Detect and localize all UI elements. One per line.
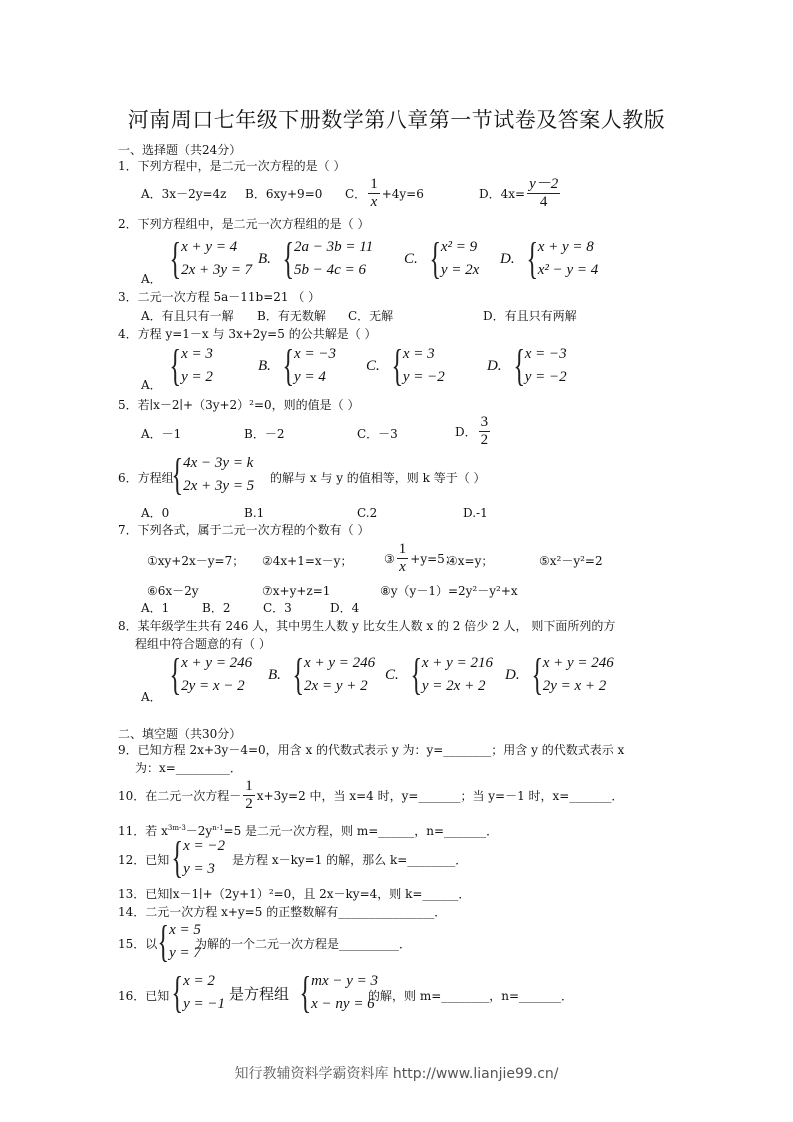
q1-d-fraction xyxy=(527,176,560,211)
q4-option-a-label: A． xyxy=(141,378,162,392)
equation: 2x = y + 2 xyxy=(304,678,368,694)
q11-exponent-x: 3m-3 xyxy=(167,824,186,832)
q7-item-5: ⑤x²－y²=2 xyxy=(539,554,603,568)
equation: x + y = 246 xyxy=(304,655,376,671)
equation: x + y = 216 xyxy=(421,655,493,671)
item-marker: ③ xyxy=(384,551,395,566)
equation: x − ny = 6 xyxy=(311,996,375,1012)
equation: x = 5 xyxy=(169,922,201,938)
q16-system-solution xyxy=(162,970,225,1016)
equation: x² − y = 4 xyxy=(537,262,599,278)
fraction-denominator: 4 xyxy=(539,194,548,210)
q1-c-tail: +4y=6 xyxy=(381,186,424,201)
q15-system xyxy=(148,919,201,965)
option-label: D. xyxy=(500,250,515,267)
option-label: B. xyxy=(258,357,271,374)
equation: 4x − 3y = k xyxy=(183,455,254,471)
equation: x = 3 xyxy=(402,346,435,362)
equation: y = −1 xyxy=(183,996,226,1012)
equation: x + y = 246 xyxy=(542,655,614,671)
q7-option-c: C．3 xyxy=(263,601,292,615)
q3-option-a: A．有且只有一解 xyxy=(141,309,234,323)
q16-suffix: 的解，则 m=________，n=_______． xyxy=(368,989,574,1003)
q1-option-c xyxy=(345,176,424,211)
fraction-denominator: 2 xyxy=(480,432,489,448)
equation: y = −2 xyxy=(524,369,567,385)
equation: y = 2x xyxy=(440,262,480,278)
brace-icon: { xyxy=(299,968,312,1017)
q7-item3-fraction xyxy=(397,541,409,576)
section-heading-choice: 一、选择题（共24分） xyxy=(118,143,242,157)
equation: 5b − 4c = 6 xyxy=(294,262,366,278)
q7-item-4: ④x=y； xyxy=(447,554,494,568)
equation: y = 2x + 2 xyxy=(421,678,486,694)
option-label: C. xyxy=(366,357,380,374)
q6-suffix: 的解与 x 与 y 的值相等，则 k 等于（ ） xyxy=(270,471,486,485)
q6-option-d: D.-1 xyxy=(463,506,488,520)
q15-prefix: 15．以 xyxy=(118,937,158,951)
q5-option-d xyxy=(455,414,492,449)
brace-icon: { xyxy=(157,917,170,966)
option-label: C. xyxy=(404,250,418,267)
option-label: D. xyxy=(505,666,520,683)
brace-icon: { xyxy=(171,968,184,1017)
q2-option-a-label: A． xyxy=(141,272,162,286)
q2-option-d-system xyxy=(500,236,598,282)
q7-item-8: ⑧y（y－1）=2y²－y²+x xyxy=(380,584,518,598)
brace-icon: { xyxy=(169,341,182,390)
q3-option-c: C．无解 xyxy=(348,309,394,323)
q5-option-b: B．－2 xyxy=(244,427,285,441)
equation: x = −3 xyxy=(294,346,336,362)
brace-icon: { xyxy=(169,234,182,283)
q6-option-b: B.1 xyxy=(244,506,265,520)
q5-d-fraction xyxy=(479,414,491,449)
q8-stem-line2: 程组中符合题意的有（ ） xyxy=(135,637,271,651)
equation: y = 3 xyxy=(183,861,215,877)
q11-text: －2y xyxy=(185,824,213,838)
option-label: D. xyxy=(487,357,502,374)
q10-fraction xyxy=(243,778,255,813)
q2-option-a-system xyxy=(160,236,252,282)
q1-option-d xyxy=(479,176,562,211)
q2-stem: 2．下列方程组中，是二元一次方程组的是（ ） xyxy=(118,217,370,231)
fraction-denominator: x xyxy=(399,559,406,575)
equation: x = 3 xyxy=(181,346,213,362)
q1-d-label: D．4x= xyxy=(479,186,526,201)
q11-text: =5 是二元一次方程，则 m=______，n=_______． xyxy=(223,824,499,838)
q6-prefix: 6．方程组 xyxy=(118,471,174,485)
q7-item-6: ⑥6x－2y xyxy=(147,584,199,598)
q4-stem: 4．方程 y=1－x 与 3x+2y=5 的公共解是（ ） xyxy=(118,327,377,341)
q12-suffix: 是方程 x－ky=1 的解，那么 k=________． xyxy=(232,853,468,867)
q1-c-fraction xyxy=(368,176,380,211)
brace-icon: { xyxy=(282,341,295,390)
q1-c-label: C． xyxy=(345,186,367,201)
q11-text: 11．若 x xyxy=(118,824,168,838)
q7-option-a: A．1 xyxy=(141,601,170,615)
section-heading-fill: 二、填空题（共30分） xyxy=(118,727,242,741)
q11-exponent-y: n-1 xyxy=(212,824,224,832)
brace-icon: { xyxy=(429,234,441,283)
q16-prefix: 16．已知 xyxy=(118,989,170,1003)
q1-option-a: A．3x－2y=4z xyxy=(141,187,227,201)
brace-icon: { xyxy=(531,650,543,699)
q13: 13．已知∣x－1∣+（2y+1）²=0，且 2x－ky=4，则 k=______． xyxy=(118,887,471,901)
q5-stem: 5．若∣x－2∣+（3y+2）²=0，则的值是（ ） xyxy=(118,398,360,412)
q6-option-a: A．0 xyxy=(141,506,170,520)
brace-icon: { xyxy=(410,650,422,699)
q7-option-b: B．2 xyxy=(202,601,231,615)
item-tail: +y=5； xyxy=(410,551,457,566)
equation: x = −2 xyxy=(183,838,226,854)
fraction-numerator: y－2 xyxy=(529,176,559,192)
q6-system xyxy=(162,452,254,498)
q15-suffix: 为解的一个二元一次方程是__________． xyxy=(195,937,412,951)
q16-system-equations xyxy=(290,970,378,1016)
brace-icon: { xyxy=(171,450,184,499)
equation: x = −3 xyxy=(524,346,567,362)
brace-icon: { xyxy=(513,341,525,390)
q3-stem: 3．二元一次方程 5a－11b=21 （ ） xyxy=(118,290,321,304)
q3-option-b: B．有无数解 xyxy=(257,309,326,323)
equation: x + y = 8 xyxy=(537,239,594,255)
brace-icon: { xyxy=(171,833,184,882)
q8-option-a-label: A． xyxy=(141,690,162,704)
q10 xyxy=(118,778,623,813)
brace-icon: { xyxy=(169,650,182,699)
fraction-numerator: 1 xyxy=(398,541,407,557)
equation: x = 2 xyxy=(183,973,215,989)
equation: y = 7 xyxy=(169,945,201,961)
option-label: C. xyxy=(385,666,399,683)
equation: mx − y = 3 xyxy=(311,973,379,989)
q4-option-c-system xyxy=(366,343,445,389)
equation: x² = 9 xyxy=(440,239,478,255)
q7-stem: 7．下列各式，属于二元一次方程的个数有（ ） xyxy=(118,523,370,537)
q10-prefix: 10．在二元一次方程－ xyxy=(118,788,242,803)
fraction-denominator: 2 xyxy=(245,796,253,812)
equation: y = −2 xyxy=(402,369,445,385)
q7-item-3 xyxy=(384,541,457,576)
q10-suffix: x+3y=2 中，当 x=4 时，y=_______；当 y=－1 时，x=_______． xyxy=(256,788,624,803)
q4-option-d-system xyxy=(487,343,567,389)
fraction-numerator: 1 xyxy=(370,176,378,192)
equation: 2x + 3y = 7 xyxy=(181,262,253,278)
q1-stem: 1．下列方程中，是二元一次方程的是（ ） xyxy=(118,159,346,173)
q8-option-d-system xyxy=(505,652,614,698)
equation: y = 2 xyxy=(181,369,213,385)
q2-option-b-system xyxy=(258,236,373,282)
q9-line2: 为：x=_________． xyxy=(135,761,242,775)
equation: x + y = 246 xyxy=(181,655,253,671)
q8-option-b-system xyxy=(268,652,375,698)
q9-line1: 9．已知方程 2x+3y－4=0，用含 x 的代数式表示 y 为：y=________；用含 y 的代数式表示 x xyxy=(118,743,625,757)
q1-option-b: B．6xy+9=0 xyxy=(245,187,323,201)
q12-prefix: 12．已知 xyxy=(118,853,170,867)
q6-option-c: C.2 xyxy=(357,506,378,520)
fraction-denominator: x xyxy=(370,194,378,210)
q2-option-c-system xyxy=(404,236,479,282)
q3-option-d: D．有且只有两解 xyxy=(483,309,577,323)
q7-item-1: ①xy+2x－y=7； xyxy=(147,554,245,568)
option-label: B. xyxy=(258,250,271,267)
q14: 14．二元一次方程 x+y=5 的正整数解有________________． xyxy=(118,905,447,919)
equation: 2y = x − 2 xyxy=(181,678,245,694)
brace-icon: { xyxy=(292,650,305,699)
q8-stem-line1: 8．某年级学生共有 246 人，其中男生人数 y 比女生人数 x 的 2 倍少 2 人， 则下面所列的方 xyxy=(118,619,616,633)
equation: 2a − 3b = 11 xyxy=(294,239,374,255)
fraction-numerator: 3 xyxy=(480,414,489,430)
equation: x + y = 4 xyxy=(181,239,238,255)
brace-icon: { xyxy=(391,341,403,390)
q12-system xyxy=(162,835,225,881)
q7-option-d: D．4 xyxy=(330,601,360,615)
option-label: B. xyxy=(268,666,281,683)
equation: 2x + 3y = 5 xyxy=(183,478,255,494)
q8-option-a-system xyxy=(160,652,252,698)
brace-icon: { xyxy=(526,234,538,283)
brace-icon: { xyxy=(282,234,295,283)
q4-option-a-system xyxy=(160,343,213,389)
equation: 2y = x + 2 xyxy=(542,678,607,694)
fraction-numerator: 1 xyxy=(245,778,253,794)
q4-option-b-system xyxy=(258,343,336,389)
equation: y = 4 xyxy=(294,369,326,385)
footer-watermark: 知行教辅资料学霸资料库 http://www.lianjie99.cn/ xyxy=(234,1066,559,1082)
q7-item-2: ②4x+1=x－y； xyxy=(262,554,353,568)
page-title: 河南周口七年级下册数学第八章第一节试卷及答案人教版 xyxy=(127,108,666,132)
q7-item-7: ⑦x+y+z=1 xyxy=(262,584,331,598)
q8-option-c-system xyxy=(385,652,493,698)
option-label: D． xyxy=(455,424,477,439)
q16-middle: 是方程组 xyxy=(229,985,290,1003)
q5-option-c: C．－3 xyxy=(357,427,398,441)
q5-option-a: A．－1 xyxy=(141,427,182,441)
